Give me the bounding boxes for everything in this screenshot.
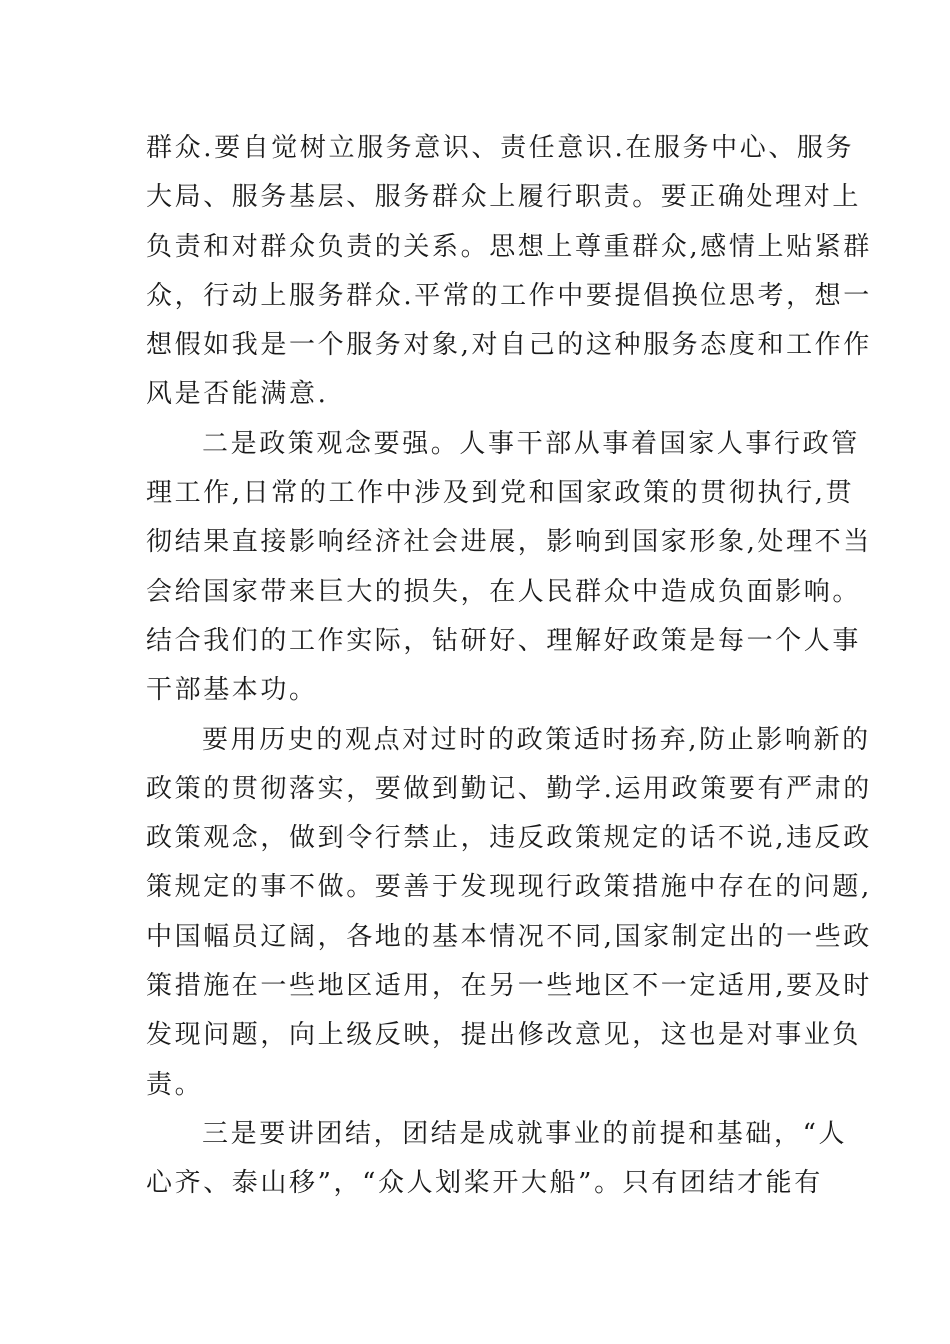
text-line: 中国幅员辽阔，各地的基本情况不同,国家制定出的一些政 <box>146 921 872 952</box>
text-line: 政策的贯彻落实，要做到勤记、勤学.运用政策要有严肃的 <box>146 773 872 804</box>
text-line: 众，行动上服务群众.平常的工作中要提倡换位思考，想一 <box>146 280 872 311</box>
text-line: 政策观念，做到令行禁止，违反政策规定的话不说,违反政 <box>146 823 872 854</box>
text-line: 负责和对群众负责的关系。思想上尊重群众,感情上贴紧群 <box>146 231 872 262</box>
text-line: 想假如我是一个服务对象,对自己的这种服务态度和工作作 <box>146 330 872 361</box>
text-line: 理工作,日常的工作中涉及到党和国家政策的贯彻执行,贯 <box>146 478 855 509</box>
text-line: 大局、服务基层、服务群众上履行职责。要正确处理对上 <box>146 182 862 213</box>
text-line: 策规定的事不做。要善于发现现行政策措施中存在的问题, <box>146 872 872 903</box>
body-text <box>146 124 872 1209</box>
text-line: 彻结果直接影响经济社会进展，影响到国家形象,处理不当 <box>146 527 872 558</box>
text-line: 心齐、泰山移”，“众人划桨开大船”。只有团结才能有 <box>146 1168 823 1199</box>
text-line: 风是否能满意. <box>146 379 329 410</box>
text-line: 结合我们的工作实际，钻研好、理解好政策是每一个人事 <box>146 625 862 656</box>
text-line: 发现问题，向上级反映，提出修改意见，这也是对事业负 <box>146 1020 862 1051</box>
paragraph-start-line: 三是要讲团结，团结是成就事业的前提和基础，“人 <box>202 1118 848 1149</box>
paragraph-start-line: 二是政策观念要强。人事干部从事着国家人事行政管 <box>202 428 860 459</box>
text-line: 干部基本功。 <box>146 675 318 706</box>
text-line: 责。 <box>146 1069 204 1100</box>
text-line: 会给国家带来巨大的损失，在人民群众中造成负面影响。 <box>146 576 862 607</box>
paragraph-start-line: 要用历史的观点对过时的政策适时扬弃,防止影响新的 <box>202 724 871 755</box>
text-line: 群众.要自觉树立服务意识、责任意识.在服务中心、服务 <box>146 133 855 163</box>
text-line: 策措施在一些地区适用，在另一些地区不一定适用,要及时 <box>146 971 872 1002</box>
